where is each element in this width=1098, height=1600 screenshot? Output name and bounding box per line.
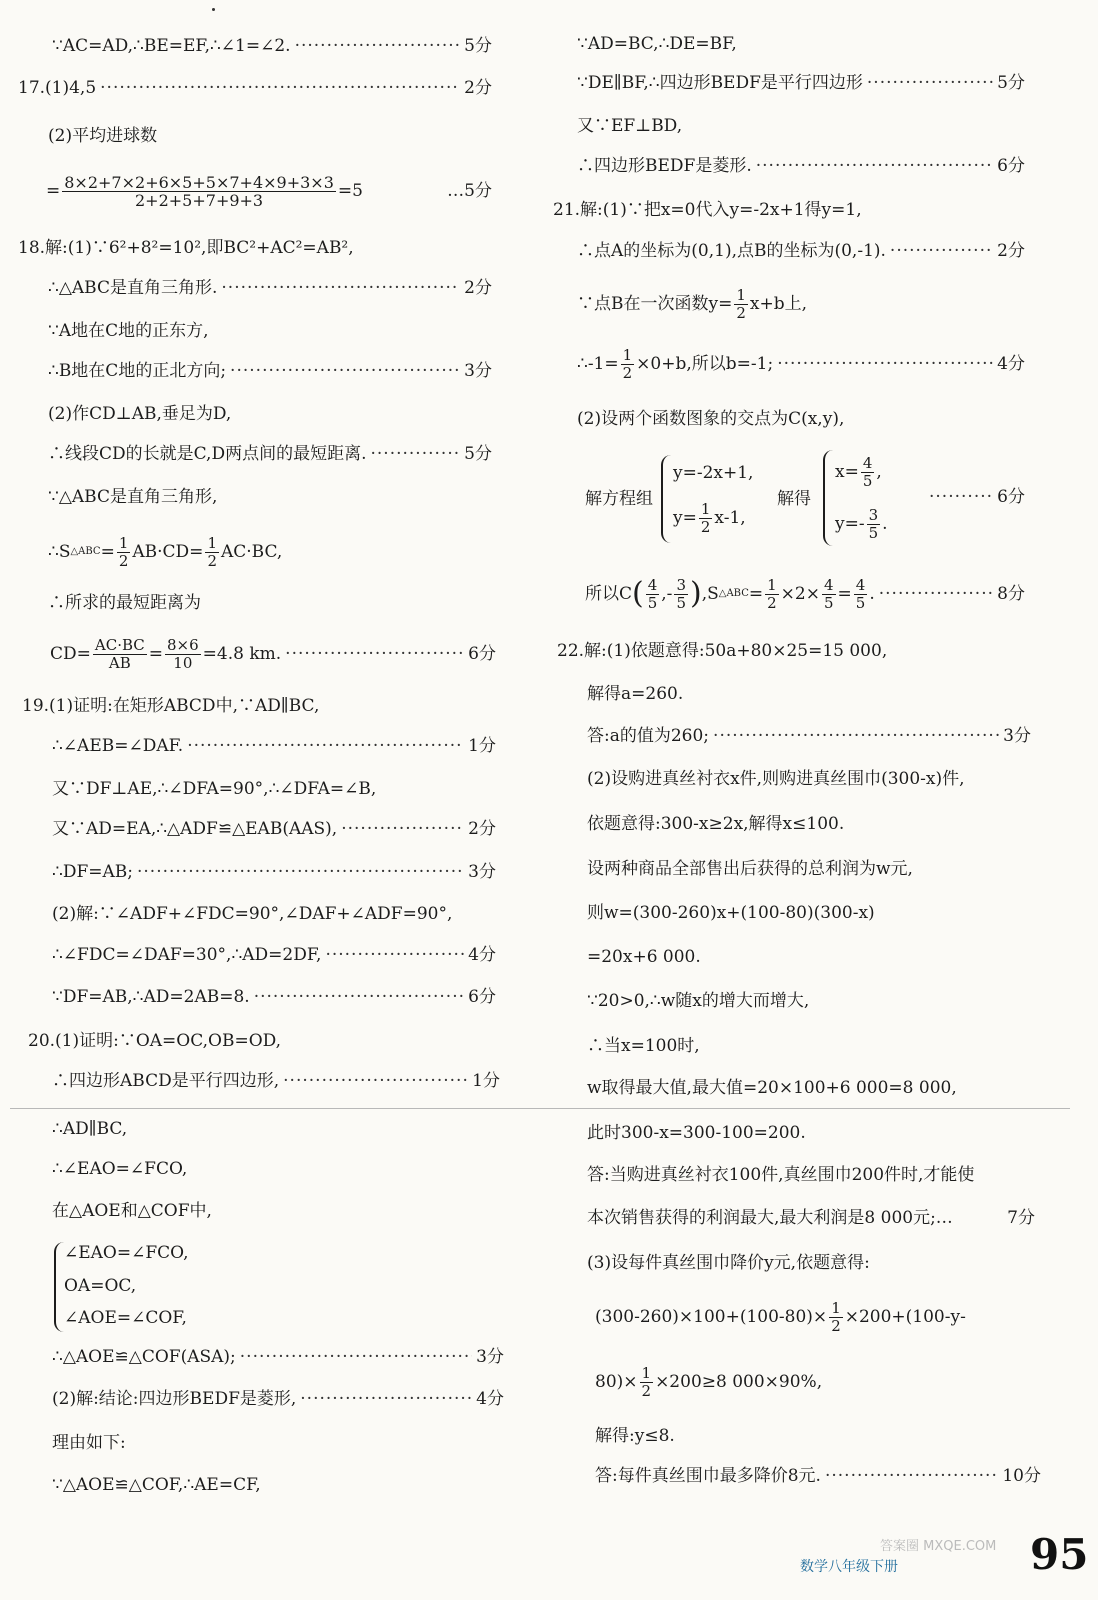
fraction: $\frac{3}{5}$ — [868, 505, 879, 542]
answer-line: (2)设购进真丝衬衣x件,则购进真丝围巾(300-x)件, — [587, 769, 965, 789]
answer-line: ∴-1= $\frac{1}{2}$ ×0+b,所以b=-1; ····· 4分 — [577, 342, 1025, 386]
answer-line: (2)解:结论:四边形BEDF是菱形, ····· 4分 — [52, 1388, 504, 1410]
fraction: $\frac{4}{5}$ — [647, 575, 658, 612]
answer-line: (2)作CD⊥AB,垂足为D, — [48, 404, 232, 424]
fraction: $\frac{8\times 6}{10}$ — [167, 635, 199, 672]
answer-line: ∴所求的最短距离为 — [48, 593, 201, 613]
answer-line: (2)解:∵∠ADF+∠FDC=90°,∠DAF+∠ADF=90°, — [52, 904, 453, 924]
answer-line: ∴四边形ABCD是平行四边形, ····· 1分 — [52, 1070, 500, 1092]
answer-line: 答:每件真丝围巾最多降价8元. ····· 10分 — [595, 1465, 1041, 1487]
answer-line: ∴∠EAO=∠FCO, — [52, 1159, 188, 1179]
answer-line: 20.(1)证明:∵OA=OC,OB=OD, — [28, 1031, 282, 1051]
answer-line: ∵DF=AB,∴AD=2AB=8. ····· 6分 — [52, 986, 496, 1008]
solution-line: x= $\frac{4}{5}$ , — [835, 453, 882, 490]
page-number: 95 — [1030, 1530, 1089, 1579]
answer-line: 所以C ( $\frac{4}{5}$ ,- $\frac{3}{5}$ ) ,S △ABC = $\frac{1}{2}$ ×2× $\frac{4}{5}$ = $\frac{4}{5}$ . ····· 8分 — [585, 570, 1025, 618]
answer-line: 在△AOE和△COF中, — [52, 1201, 212, 1221]
answer-line: 19.(1)证明:在矩形ABCD中,∵AD∥BC, — [22, 696, 320, 716]
answer-line: 17.(1)4,5 ····· 2分 — [18, 77, 492, 99]
answer-line: ∵点B在一次函数y= $\frac{1}{2}$ x+b上, — [577, 285, 808, 322]
answer-line: ∵△AOE≌△COF,∴AE=CF, — [52, 1475, 261, 1495]
answer-line: 80)× $\frac{1}{2}$ ×200≥8 000×90%, — [595, 1363, 823, 1400]
answer-line: 21.解:(1)∵把x=0代入y=-2x+1得y=1, — [553, 200, 862, 220]
answer-line: (3)设每件真丝围巾降价y元,依题意得: — [587, 1253, 870, 1273]
answer-line: 18.解:(1)∵6²+8²=10²,即BC²+AC²=AB², — [18, 238, 354, 258]
answer-line: 答:a的值为260; ····· 3分 — [587, 725, 1031, 747]
fraction: $\frac{8\times 2+7\times 2+6\times 5+5\times 7+4\times 9+3\times 3}{2+2+5+7+9+3}$ — [64, 172, 334, 210]
answer-line: 又∵AD=EA,∴△ADF≌△EAB(AAS), ····· 2分 — [52, 818, 496, 840]
fraction: $\frac{1}{2}$ — [831, 1298, 841, 1335]
system-line: ∠AOE=∠COF, — [64, 1308, 187, 1328]
answer-line: ∴线段CD的长就是C,D两点间的最短距离. ····· 5分 — [48, 443, 492, 465]
answer-line: ∴AD∥BC, — [52, 1119, 128, 1139]
answer-line: 依题意得:300-x≥2x,解得x≤100. — [587, 814, 845, 834]
answer-line: ∵△ABC是直角三角形, — [48, 487, 218, 507]
fraction: $\frac{3}{5}$ — [676, 575, 686, 612]
footer-subject: 数学八年级下册 — [800, 1559, 898, 1575]
fraction: $\frac{1}{2}$ — [118, 533, 129, 570]
fraction: $\frac{4}{5}$ — [823, 575, 834, 612]
fraction: $\frac{1}{2}$ — [622, 345, 633, 382]
system-label: 解方程组 — [585, 489, 653, 509]
distance-formula: CD= $\frac{AC\cdot BC}{AB}$ = $\frac{8\times 6}{10}$ =4.8 km. ····· 6分 — [50, 632, 496, 676]
answer-line: 本次销售获得的利润最大,最大利润是8 000元;… 7分 — [587, 1208, 1035, 1228]
fraction: $\frac{1}{2}$ — [641, 1363, 652, 1400]
fraction: $\frac{1}{2}$ — [207, 533, 217, 570]
answer-line: ∵AC=AD,∴BE=EF,∴∠1=∠2. ····· 5分 — [52, 35, 492, 57]
answer-line: (2)设两个函数图象的交点为C(x,y), — [577, 409, 845, 429]
answer-line: 解得:y≤8. — [595, 1426, 675, 1446]
answer-line: 此时300-x=300-100=200. — [587, 1123, 806, 1143]
fraction: $\frac{1}{2}$ — [736, 285, 746, 322]
brace — [823, 450, 835, 546]
fraction: $\frac{AC\cdot BC}{AB}$ — [94, 635, 145, 672]
answer-line: 又∵DF⊥AE,∴∠DFA=90°,∴∠DFA=∠B, — [52, 779, 377, 799]
answer-line: ∴∠AEB=∠DAF. ····· 1分 — [52, 735, 496, 757]
answer-line: ∴∠FDC=∠DAF=30°,∴AD=2DF, ····· 4分 — [52, 944, 496, 966]
fraction: $\frac{1}{2}$ — [700, 499, 711, 536]
answer-line: (300-260)×100+(100-80)× $\frac{1}{2}$ ×200+(100-y- — [595, 1298, 966, 1335]
system-label: 解得 — [777, 489, 811, 509]
fraction: $\frac{4}{5}$ — [862, 453, 873, 490]
average-formula: = $\frac{8\times 2+7\times 2+6\times 5+5\times 7+4\times 9+3\times 3}{2+2+5+7+9+3}$ =5 …5分 — [46, 172, 492, 210]
answer-line: 又∵EF⊥BD, — [577, 116, 683, 136]
answer-line: 理由如下: — [52, 1433, 126, 1453]
system-line: y=-2x+1, — [673, 463, 754, 483]
answer-line: ∴B地在C地的正北方向; ····· 3分 — [48, 360, 492, 382]
answer-line: w取得最大值,最大值=20×100+6 000=8 000, — [587, 1078, 957, 1098]
fraction: $\frac{4}{5}$ — [855, 575, 866, 612]
answer-line: 设两种商品全部售出后获得的总利润为w元, — [587, 859, 913, 879]
answer-line: 解得a=260. — [587, 684, 684, 704]
watermark: 答案圈 MXQE.COM — [880, 1539, 997, 1554]
answer-line: 答:当购进真丝衬衣100件,真丝围巾200件时,才能使 — [587, 1165, 975, 1185]
answer-line: ∴四边形BEDF是菱形. ····· 6分 — [577, 155, 1025, 177]
answer-line: 则w=(300-260)x+(100-80)(300-x) — [587, 903, 875, 923]
answer-line: ∵AD=BC,∴DE=BF, — [577, 34, 737, 54]
answer-line: ····· 6分 — [925, 486, 1025, 508]
answer-line: ∴点A的坐标为(0,1),点B的坐标为(0,-1). ····· 2分 — [577, 240, 1025, 262]
fold-line — [10, 1108, 1070, 1109]
scan-dot — [212, 8, 215, 11]
answer-line: =20x+6 000. — [587, 947, 701, 967]
answer-line: ∴DF=AB; ····· 3分 — [52, 861, 496, 883]
answer-line: ∴当x=100时, — [587, 1036, 700, 1056]
system-line: y= $\frac{1}{2}$ x-1, — [673, 499, 746, 536]
brace — [661, 455, 673, 543]
area-formula: ∴S △ABC = $\frac{1}{2}$ AB·CD= $\frac{1}{2}$ AC·BC, — [48, 533, 283, 570]
answer-line: ∵DE∥BF,∴四边形BEDF是平行四边形 ····· 5分 — [577, 72, 1025, 94]
answer-line: ∴△AOE≌△COF(ASA); ····· 3分 — [52, 1346, 504, 1368]
answer-line: (2)平均进球数 — [48, 126, 158, 146]
answer-line: ∵20>0,∴w随x的增大而增大, — [587, 991, 810, 1011]
solution-line: y=- $\frac{3}{5}$ . — [835, 505, 888, 542]
system-line: OA=OC, — [64, 1276, 137, 1296]
answer-line: ∴△ABC是直角三角形. ····· 2分 — [48, 277, 492, 299]
fraction: $\frac{1}{2}$ — [767, 575, 777, 612]
answer-line: 22.解:(1)依题意得:50a+80×25=15 000, — [557, 641, 888, 661]
answer-line: ∵A地在C地的正东方, — [48, 321, 209, 341]
system-line: ∠EAO=∠FCO, — [64, 1243, 189, 1263]
